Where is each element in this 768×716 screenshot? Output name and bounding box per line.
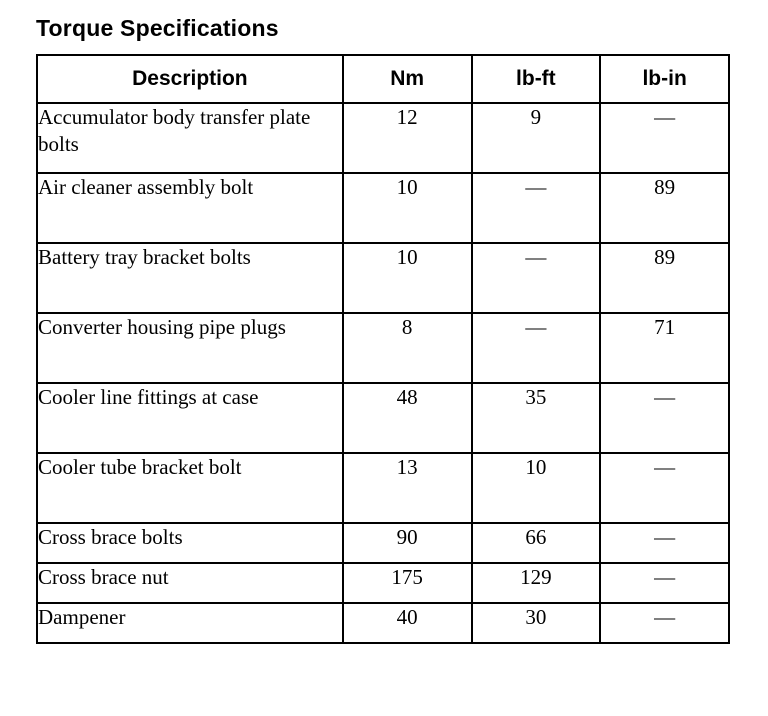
cell-description: Battery tray bracket bolts: [37, 243, 343, 313]
cell-lb-in: —: [600, 453, 729, 523]
cell-description: Air cleaner assembly bolt: [37, 173, 343, 243]
cell-nm: 12: [343, 103, 472, 173]
cell-lb-ft: —: [472, 173, 601, 243]
cell-lb-ft: —: [472, 313, 601, 383]
cell-lb-ft: 35: [472, 383, 601, 453]
cell-nm: 10: [343, 173, 472, 243]
table-header-row: [37, 55, 729, 103]
column-header-lb-in: lb-in: [600, 55, 729, 103]
table-row: [37, 453, 729, 523]
cell-lb-ft: 9: [472, 103, 601, 173]
table-row: [37, 383, 729, 453]
cell-description: Cooler line fittings at case: [37, 383, 343, 453]
cell-description: Cross brace bolts: [37, 523, 343, 563]
table-row: [37, 103, 729, 173]
cell-nm: 48: [343, 383, 472, 453]
cell-lb-in: 71: [600, 313, 729, 383]
table-body: [37, 103, 729, 643]
column-header-description: Description: [37, 55, 343, 103]
cell-lb-ft: 129: [472, 563, 601, 603]
cell-nm: 90: [343, 523, 472, 563]
cell-description: Dampener: [37, 603, 343, 643]
table-row: [37, 563, 729, 603]
cell-lb-in: —: [600, 603, 729, 643]
cell-lb-ft: 10: [472, 453, 601, 523]
table-row: [37, 603, 729, 643]
table-row: [37, 313, 729, 383]
cell-description: Converter housing pipe plugs: [37, 313, 343, 383]
cell-nm: 10: [343, 243, 472, 313]
column-header-nm: Nm: [343, 55, 472, 103]
cell-lb-in: —: [600, 523, 729, 563]
cell-lb-ft: —: [472, 243, 601, 313]
cell-lb-in: —: [600, 563, 729, 603]
cell-description: Cooler tube bracket bolt: [37, 453, 343, 523]
cell-lb-ft: 66: [472, 523, 601, 563]
cell-nm: 40: [343, 603, 472, 643]
torque-specifications-table: [36, 54, 730, 644]
cell-lb-ft: 30: [472, 603, 601, 643]
column-header-lb-ft: lb-ft: [472, 55, 601, 103]
cell-description: Cross brace nut: [37, 563, 343, 603]
table-header: [37, 55, 729, 103]
cell-lb-in: —: [600, 103, 729, 173]
cell-lb-in: 89: [600, 173, 729, 243]
table-row: [37, 243, 729, 313]
cell-description: Accumulator body transfer plate bolts: [37, 103, 343, 173]
page-title: Torque Specifications: [36, 15, 279, 41]
cell-lb-in: 89: [600, 243, 729, 313]
table-row: [37, 173, 729, 243]
cell-nm: 175: [343, 563, 472, 603]
cell-nm: 8: [343, 313, 472, 383]
table-row: [37, 523, 729, 563]
cell-lb-in: —: [600, 383, 729, 453]
cell-nm: 13: [343, 453, 472, 523]
